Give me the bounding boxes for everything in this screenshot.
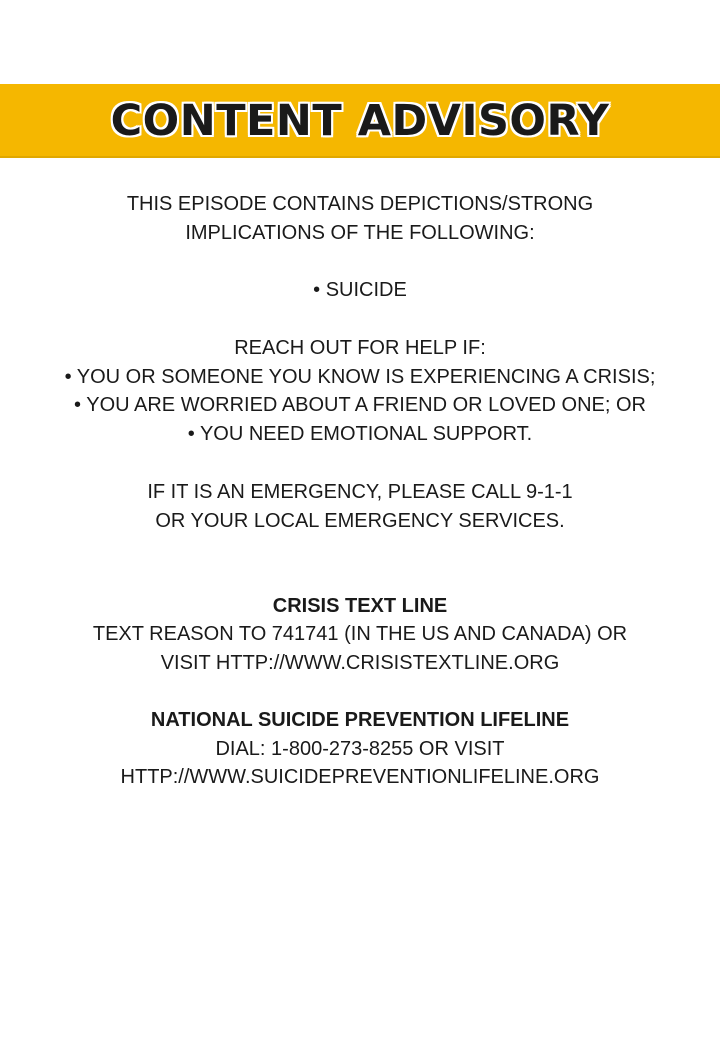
lifeline-title: NATIONAL SUICIDE PREVENTION LIFELINE [150, 709, 570, 731]
reach-out-item: • YOU OR SOMEONE YOU KNOW IS EXPERIENCING A CRISIS; [64, 366, 656, 388]
topic-item: • SUICIDE [313, 279, 407, 301]
crisis-text-line-instructions: TEXT REASON TO 741741 (IN THE US AND CANADA) OR [92, 623, 628, 645]
reach-out-item: • YOU NEED EMOTIONAL SUPPORT. [187, 423, 533, 445]
crisis-text-line-url: VISIT HTTP://WWW.CRISISTEXTLINE.ORG [160, 652, 560, 674]
reach-out-item: • YOU ARE WORRIED ABOUT A FRIEND OR LOVED ONE; OR [74, 394, 646, 416]
banner-title: CONTENT ADVISORY [110, 96, 610, 146]
advisory-banner [0, 84, 720, 158]
intro-line-1: THIS EPISODE CONTAINS DEPICTIONS/STRONG [126, 193, 594, 215]
reach-out-heading: REACH OUT FOR HELP IF: [234, 337, 486, 359]
intro-line-2: IMPLICATIONS OF THE FOLLOWING: [185, 222, 535, 244]
emergency-line-2: OR YOUR LOCAL EMERGENCY SERVICES. [155, 510, 565, 532]
lifeline-url: HTTP://WWW.SUICIDEPREVENTIONLIFELINE.ORG [120, 766, 600, 788]
lifeline-phone: DIAL: 1-800-273-8255 OR VISIT [215, 738, 505, 760]
emergency-line-1: IF IT IS AN EMERGENCY, PLEASE CALL 9-1-1 [147, 481, 573, 503]
crisis-text-line-title: CRISIS TEXT LINE [272, 595, 448, 617]
